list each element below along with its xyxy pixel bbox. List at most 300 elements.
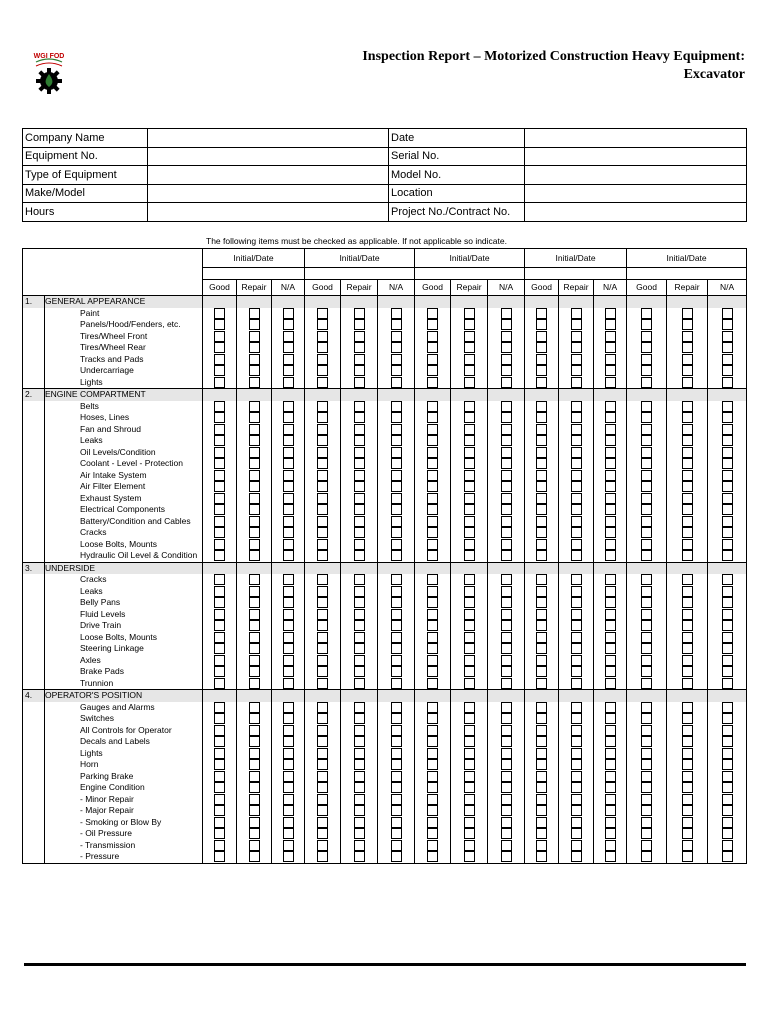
checkbox[interactable]	[391, 435, 402, 446]
checkbox[interactable]	[501, 713, 512, 724]
checkbox[interactable]	[682, 678, 693, 689]
checkbox[interactable]	[682, 782, 693, 793]
checkbox[interactable]	[354, 539, 365, 550]
checkbox[interactable]	[641, 643, 652, 654]
checkbox[interactable]	[214, 586, 225, 597]
checkbox[interactable]	[317, 354, 328, 365]
checkbox[interactable]	[354, 632, 365, 643]
checkbox[interactable]	[605, 678, 616, 689]
checkbox[interactable]	[283, 412, 294, 423]
checkbox[interactable]	[249, 377, 260, 388]
checkbox[interactable]	[317, 401, 328, 412]
checkbox[interactable]	[283, 702, 294, 713]
checkbox[interactable]	[427, 597, 438, 608]
checkbox[interactable]	[317, 620, 328, 631]
checkbox[interactable]	[427, 643, 438, 654]
checkbox[interactable]	[571, 539, 582, 550]
checkbox[interactable]	[283, 539, 294, 550]
checkbox[interactable]	[536, 435, 547, 446]
checkbox[interactable]	[427, 481, 438, 492]
checkbox[interactable]	[391, 412, 402, 423]
checkbox[interactable]	[682, 550, 693, 561]
checkbox[interactable]	[283, 828, 294, 839]
checkbox[interactable]	[283, 586, 294, 597]
checkbox[interactable]	[722, 481, 733, 492]
checkbox[interactable]	[354, 666, 365, 677]
checkbox[interactable]	[501, 447, 512, 458]
checkbox[interactable]	[354, 702, 365, 713]
checkbox[interactable]	[501, 771, 512, 782]
checkbox[interactable]	[214, 748, 225, 759]
checkbox[interactable]	[317, 470, 328, 481]
checkbox[interactable]	[283, 725, 294, 736]
checkbox[interactable]	[354, 736, 365, 747]
checkbox[interactable]	[682, 470, 693, 481]
checkbox[interactable]	[605, 493, 616, 504]
checkbox[interactable]	[605, 331, 616, 342]
checkbox[interactable]	[354, 817, 365, 828]
checkbox[interactable]	[536, 470, 547, 481]
checkbox[interactable]	[464, 493, 475, 504]
checkbox[interactable]	[464, 308, 475, 319]
checkbox[interactable]	[501, 666, 512, 677]
checkbox[interactable]	[283, 481, 294, 492]
checkbox[interactable]	[722, 678, 733, 689]
checkbox[interactable]	[427, 539, 438, 550]
checkbox[interactable]	[501, 516, 512, 527]
checkbox[interactable]	[605, 771, 616, 782]
checkbox[interactable]	[641, 597, 652, 608]
checkbox[interactable]	[464, 713, 475, 724]
checkbox[interactable]	[249, 412, 260, 423]
checkbox[interactable]	[427, 342, 438, 353]
checkbox[interactable]	[571, 365, 582, 376]
checkbox[interactable]	[427, 365, 438, 376]
checkbox[interactable]	[391, 678, 402, 689]
checkbox[interactable]	[249, 401, 260, 412]
checkbox[interactable]	[536, 748, 547, 759]
checkbox[interactable]	[283, 655, 294, 666]
checkbox[interactable]	[249, 435, 260, 446]
checkbox[interactable]	[317, 516, 328, 527]
checkbox[interactable]	[641, 817, 652, 828]
checkbox[interactable]	[354, 331, 365, 342]
checkbox[interactable]	[354, 527, 365, 538]
checkbox[interactable]	[391, 620, 402, 631]
checkbox[interactable]	[354, 424, 365, 435]
checkbox[interactable]	[214, 666, 225, 677]
checkbox[interactable]	[214, 643, 225, 654]
checkbox[interactable]	[641, 794, 652, 805]
checkbox[interactable]	[605, 609, 616, 620]
checkbox[interactable]	[464, 771, 475, 782]
checkbox[interactable]	[536, 504, 547, 515]
checkbox[interactable]	[571, 725, 582, 736]
checkbox[interactable]	[354, 678, 365, 689]
checkbox[interactable]	[391, 782, 402, 793]
checkbox[interactable]	[682, 736, 693, 747]
checkbox[interactable]	[464, 794, 475, 805]
checkbox[interactable]	[427, 401, 438, 412]
checkbox[interactable]	[571, 597, 582, 608]
checkbox[interactable]	[464, 354, 475, 365]
checkbox[interactable]	[682, 632, 693, 643]
checkbox[interactable]	[536, 424, 547, 435]
checkbox[interactable]	[682, 574, 693, 585]
checkbox[interactable]	[605, 424, 616, 435]
info-value-field[interactable]	[525, 166, 747, 185]
checkbox[interactable]	[722, 342, 733, 353]
checkbox[interactable]	[501, 424, 512, 435]
checkbox[interactable]	[682, 308, 693, 319]
checkbox[interactable]	[214, 458, 225, 469]
checkbox[interactable]	[536, 377, 547, 388]
checkbox[interactable]	[317, 481, 328, 492]
checkbox[interactable]	[354, 493, 365, 504]
checkbox[interactable]	[605, 586, 616, 597]
checkbox[interactable]	[464, 840, 475, 851]
checkbox[interactable]	[427, 828, 438, 839]
checkbox[interactable]	[283, 794, 294, 805]
checkbox[interactable]	[605, 342, 616, 353]
checkbox[interactable]	[571, 782, 582, 793]
info-value-field[interactable]	[525, 203, 747, 222]
checkbox[interactable]	[641, 516, 652, 527]
checkbox[interactable]	[722, 828, 733, 839]
checkbox[interactable]	[682, 643, 693, 654]
checkbox[interactable]	[641, 424, 652, 435]
checkbox[interactable]	[427, 702, 438, 713]
checkbox[interactable]	[722, 817, 733, 828]
initial-date-field[interactable]	[525, 268, 627, 280]
checkbox[interactable]	[605, 713, 616, 724]
checkbox[interactable]	[391, 308, 402, 319]
checkbox[interactable]	[249, 702, 260, 713]
checkbox[interactable]	[605, 516, 616, 527]
checkbox[interactable]	[391, 458, 402, 469]
checkbox[interactable]	[605, 447, 616, 458]
info-value-field[interactable]	[525, 147, 747, 166]
checkbox[interactable]	[317, 771, 328, 782]
checkbox[interactable]	[427, 805, 438, 816]
checkbox[interactable]	[283, 308, 294, 319]
checkbox[interactable]	[641, 782, 652, 793]
checkbox[interactable]	[317, 586, 328, 597]
checkbox[interactable]	[354, 597, 365, 608]
checkbox[interactable]	[464, 458, 475, 469]
checkbox[interactable]	[605, 365, 616, 376]
checkbox[interactable]	[354, 412, 365, 423]
checkbox[interactable]	[354, 805, 365, 816]
checkbox[interactable]	[214, 655, 225, 666]
checkbox[interactable]	[354, 586, 365, 597]
checkbox[interactable]	[354, 550, 365, 561]
checkbox[interactable]	[605, 597, 616, 608]
checkbox[interactable]	[722, 493, 733, 504]
checkbox[interactable]	[605, 840, 616, 851]
checkbox[interactable]	[571, 424, 582, 435]
checkbox[interactable]	[283, 401, 294, 412]
checkbox[interactable]	[605, 470, 616, 481]
initial-date-field[interactable]	[415, 268, 525, 280]
checkbox[interactable]	[391, 539, 402, 550]
checkbox[interactable]	[214, 574, 225, 585]
checkbox[interactable]	[317, 828, 328, 839]
info-value-field[interactable]	[148, 184, 389, 203]
checkbox[interactable]	[571, 550, 582, 561]
checkbox[interactable]	[605, 412, 616, 423]
checkbox[interactable]	[427, 470, 438, 481]
checkbox[interactable]	[501, 435, 512, 446]
checkbox[interactable]	[427, 794, 438, 805]
checkbox[interactable]	[641, 481, 652, 492]
checkbox[interactable]	[722, 516, 733, 527]
checkbox[interactable]	[391, 851, 402, 862]
checkbox[interactable]	[464, 539, 475, 550]
checkbox[interactable]	[571, 504, 582, 515]
checkbox[interactable]	[283, 470, 294, 481]
checkbox[interactable]	[354, 516, 365, 527]
checkbox[interactable]	[317, 319, 328, 330]
checkbox[interactable]	[501, 643, 512, 654]
checkbox[interactable]	[283, 550, 294, 561]
checkbox[interactable]	[641, 470, 652, 481]
checkbox[interactable]	[249, 458, 260, 469]
checkbox[interactable]	[641, 771, 652, 782]
checkbox[interactable]	[682, 342, 693, 353]
checkbox[interactable]	[722, 736, 733, 747]
checkbox[interactable]	[536, 319, 547, 330]
checkbox[interactable]	[249, 424, 260, 435]
checkbox[interactable]	[464, 725, 475, 736]
checkbox[interactable]	[249, 609, 260, 620]
checkbox[interactable]	[605, 354, 616, 365]
checkbox[interactable]	[571, 713, 582, 724]
checkbox[interactable]	[283, 527, 294, 538]
checkbox[interactable]	[722, 759, 733, 770]
checkbox[interactable]	[501, 504, 512, 515]
checkbox[interactable]	[536, 308, 547, 319]
checkbox[interactable]	[354, 655, 365, 666]
info-value-field[interactable]	[148, 203, 389, 222]
checkbox[interactable]	[214, 725, 225, 736]
checkbox[interactable]	[722, 851, 733, 862]
checkbox[interactable]	[249, 782, 260, 793]
info-value-field[interactable]	[148, 147, 389, 166]
checkbox[interactable]	[249, 620, 260, 631]
checkbox[interactable]	[536, 574, 547, 585]
checkbox[interactable]	[722, 609, 733, 620]
checkbox[interactable]	[682, 354, 693, 365]
checkbox[interactable]	[571, 412, 582, 423]
checkbox[interactable]	[249, 828, 260, 839]
checkbox[interactable]	[722, 319, 733, 330]
checkbox[interactable]	[501, 470, 512, 481]
checkbox[interactable]	[317, 666, 328, 677]
checkbox[interactable]	[682, 597, 693, 608]
checkbox[interactable]	[536, 840, 547, 851]
checkbox[interactable]	[641, 447, 652, 458]
checkbox[interactable]	[249, 759, 260, 770]
checkbox[interactable]	[391, 574, 402, 585]
checkbox[interactable]	[214, 447, 225, 458]
checkbox[interactable]	[682, 805, 693, 816]
checkbox[interactable]	[571, 759, 582, 770]
checkbox[interactable]	[641, 342, 652, 353]
checkbox[interactable]	[722, 840, 733, 851]
checkbox[interactable]	[249, 539, 260, 550]
checkbox[interactable]	[571, 458, 582, 469]
checkbox[interactable]	[214, 759, 225, 770]
checkbox[interactable]	[682, 840, 693, 851]
checkbox[interactable]	[682, 365, 693, 376]
checkbox[interactable]	[682, 539, 693, 550]
checkbox[interactable]	[214, 713, 225, 724]
checkbox[interactable]	[317, 805, 328, 816]
checkbox[interactable]	[391, 771, 402, 782]
checkbox[interactable]	[501, 748, 512, 759]
checkbox[interactable]	[317, 736, 328, 747]
checkbox[interactable]	[391, 736, 402, 747]
checkbox[interactable]	[317, 504, 328, 515]
checkbox[interactable]	[283, 516, 294, 527]
checkbox[interactable]	[571, 771, 582, 782]
checkbox[interactable]	[605, 574, 616, 585]
checkbox[interactable]	[682, 516, 693, 527]
checkbox[interactable]	[682, 666, 693, 677]
checkbox[interactable]	[605, 643, 616, 654]
checkbox[interactable]	[722, 702, 733, 713]
checkbox[interactable]	[682, 725, 693, 736]
checkbox[interactable]	[283, 597, 294, 608]
checkbox[interactable]	[427, 586, 438, 597]
checkbox[interactable]	[317, 574, 328, 585]
checkbox[interactable]	[682, 527, 693, 538]
checkbox[interactable]	[317, 713, 328, 724]
checkbox[interactable]	[427, 851, 438, 862]
checkbox[interactable]	[571, 828, 582, 839]
checkbox[interactable]	[536, 401, 547, 412]
checkbox[interactable]	[536, 632, 547, 643]
checkbox[interactable]	[354, 713, 365, 724]
checkbox[interactable]	[214, 354, 225, 365]
checkbox[interactable]	[317, 458, 328, 469]
checkbox[interactable]	[427, 504, 438, 515]
checkbox[interactable]	[501, 597, 512, 608]
checkbox[interactable]	[605, 620, 616, 631]
checkbox[interactable]	[283, 713, 294, 724]
checkbox[interactable]	[501, 458, 512, 469]
checkbox[interactable]	[682, 620, 693, 631]
checkbox[interactable]	[464, 365, 475, 376]
checkbox[interactable]	[214, 539, 225, 550]
checkbox[interactable]	[283, 805, 294, 816]
checkbox[interactable]	[641, 550, 652, 561]
checkbox[interactable]	[501, 655, 512, 666]
checkbox[interactable]	[214, 702, 225, 713]
checkbox[interactable]	[249, 817, 260, 828]
checkbox[interactable]	[605, 851, 616, 862]
checkbox[interactable]	[464, 550, 475, 561]
checkbox[interactable]	[536, 643, 547, 654]
checkbox[interactable]	[391, 447, 402, 458]
checkbox[interactable]	[354, 574, 365, 585]
checkbox[interactable]	[391, 493, 402, 504]
checkbox[interactable]	[283, 435, 294, 446]
checkbox[interactable]	[354, 782, 365, 793]
checkbox[interactable]	[605, 539, 616, 550]
checkbox[interactable]	[354, 365, 365, 376]
checkbox[interactable]	[214, 319, 225, 330]
checkbox[interactable]	[464, 412, 475, 423]
checkbox[interactable]	[605, 666, 616, 677]
checkbox[interactable]	[682, 504, 693, 515]
checkbox[interactable]	[214, 782, 225, 793]
checkbox[interactable]	[391, 401, 402, 412]
checkbox[interactable]	[536, 655, 547, 666]
checkbox[interactable]	[214, 736, 225, 747]
checkbox[interactable]	[571, 840, 582, 851]
checkbox[interactable]	[641, 308, 652, 319]
checkbox[interactable]	[249, 470, 260, 481]
checkbox[interactable]	[605, 736, 616, 747]
checkbox[interactable]	[427, 493, 438, 504]
checkbox[interactable]	[641, 702, 652, 713]
checkbox[interactable]	[501, 609, 512, 620]
info-value-field[interactable]	[148, 166, 389, 185]
checkbox[interactable]	[427, 447, 438, 458]
checkbox[interactable]	[427, 817, 438, 828]
checkbox[interactable]	[722, 586, 733, 597]
checkbox[interactable]	[317, 840, 328, 851]
checkbox[interactable]	[214, 365, 225, 376]
checkbox[interactable]	[354, 377, 365, 388]
checkbox[interactable]	[391, 527, 402, 538]
checkbox[interactable]	[317, 794, 328, 805]
checkbox[interactable]	[464, 435, 475, 446]
checkbox[interactable]	[249, 666, 260, 677]
checkbox[interactable]	[427, 840, 438, 851]
checkbox[interactable]	[501, 574, 512, 585]
checkbox[interactable]	[464, 828, 475, 839]
checkbox[interactable]	[571, 794, 582, 805]
checkbox[interactable]	[571, 470, 582, 481]
checkbox[interactable]	[214, 504, 225, 515]
checkbox[interactable]	[641, 377, 652, 388]
checkbox[interactable]	[249, 308, 260, 319]
checkbox[interactable]	[354, 401, 365, 412]
checkbox[interactable]	[641, 493, 652, 504]
checkbox[interactable]	[354, 748, 365, 759]
checkbox[interactable]	[283, 574, 294, 585]
checkbox[interactable]	[641, 725, 652, 736]
checkbox[interactable]	[391, 516, 402, 527]
checkbox[interactable]	[536, 447, 547, 458]
checkbox[interactable]	[249, 678, 260, 689]
checkbox[interactable]	[571, 342, 582, 353]
checkbox[interactable]	[317, 539, 328, 550]
checkbox[interactable]	[283, 782, 294, 793]
checkbox[interactable]	[317, 597, 328, 608]
checkbox[interactable]	[571, 851, 582, 862]
checkbox[interactable]	[214, 493, 225, 504]
checkbox[interactable]	[605, 550, 616, 561]
checkbox[interactable]	[605, 319, 616, 330]
checkbox[interactable]	[722, 401, 733, 412]
checkbox[interactable]	[283, 643, 294, 654]
checkbox[interactable]	[571, 574, 582, 585]
checkbox[interactable]	[536, 354, 547, 365]
